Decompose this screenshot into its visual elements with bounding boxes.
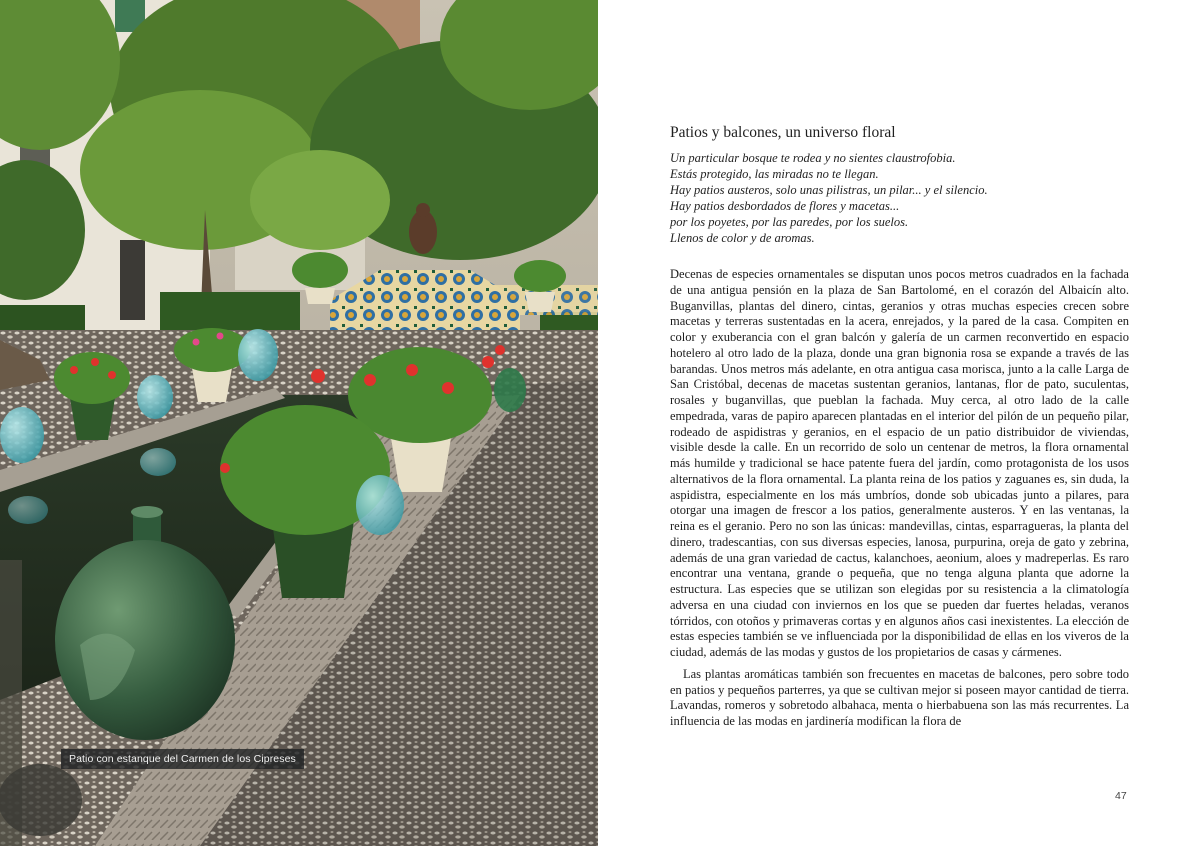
photo-caption: Patio con estanque del Carmen de los Cipreses <box>61 749 304 769</box>
body-text <box>670 267 1129 730</box>
patio-photo <box>0 0 598 846</box>
poem-line: Hay patios desbordados de flores y macetas... <box>670 199 900 214</box>
text-page <box>598 0 1199 846</box>
poem-block <box>670 150 1140 247</box>
paragraph: Las plantas aromáticas también son frecuentes en macetas de balcones, pero sobre todo en patios y pequeños parterres, ya que se cultivan mejor si poseen mayor cantidad de tierra. Lavandas, romeros y sobretodo albahaca, menta o hierbabuena son las más recurrentes. La influencia de las modas en jardinería modifican la flora de <box>670 666 1129 728</box>
poem-line: por los poyetes, por las paredes, por los suelos. <box>670 215 909 230</box>
patio-illustration <box>0 0 598 846</box>
poem-line: Llenos de color y de aromas. <box>670 231 815 246</box>
section-heading: Patios y balcones, un universo floral <box>670 124 896 141</box>
poem-line: Un particular bosque te rodea y no sientes claustrofobia. <box>670 151 956 165</box>
poem-line: Estás protegido, las miradas no te llegan. <box>670 167 879 182</box>
poem-line: Hay patios austeros, solo unas pilistras, un pilar... y el silencio. <box>670 183 988 198</box>
page-number: 47 <box>1115 790 1127 802</box>
paragraph: Decenas de especies ornamentales se disputan unos pocos metros cuadrados en la fachada de una antigua pensión en la plaza de San Bartolomé, en el corazón del Albaicín alto. Buganvillas, plantas del dinero, cintas, geranios y otras muchas especies crecen sobre macetas y terreras sustentadas en la acera, enrejados, y la pared de la casa. Compiten en color y exuberancia con el gran balcón y galería de un carmen reconvertido en espacio hotelero al otro lado de la plaza, donde una gran bignonia rosa se expande a través de las barandas. Unos metros más adelante, en otra antigua casa morisca, junto a la calle Larga de San Cristóbal, decenas de macetas sustentan geranios, lantanas, flor de pato, suculentas, rosales y buganvillas, que pueblan la fachada. Muy cerca, al otro lado de la calle empedrada, varas de papiro aparecen plantadas en el interior del pilón de un pequeño pilar, rodeado de aspidistras y geranios, en el espacio de un patio distribuidor de viviendas, visible desde la calle. En un recorrido de solo un centenar de metros, la flora ornamental más humilde y tradicional se hace patente fuera del jardín, como protagonista de los usos alternativos de la flora ornamental. La planta reina de los patios y zaguanes es, sin duda, la aspidistra, especialmente en los más umbríos, donde sob ubicadas junto a pilares, para otorgar una imagen de frescor a los patios, generalmente austeros. Y en las ventanas, la reina es el geranio. Pero no son las únicas: mandevillas, cintas, esparragueras, la planta del dinero, tradescantias, con sus diversas especies, lanosa, purpurina, oreja de gato y zebrina, además de una gran variedad de cactus, kalanchoes, aeonium, aloes y madreperlas. Es raro encontrar una ventana, grande o pequeña, que no tenga alguna planta que adorne la estructura. Las especies que se utilizan son elegidas por su resistencia a la climatología adversa en una ciudad con inviernos en los que se pueden dar fuertes heladas, veranos tórridos, con otoños y primaveras cortas y en algunos años casi inexistentes. La elección de estas especies también se ve influenciada por la disponibilidad de ellas en los viveros de la ciudad, además de las modas y gustos de los propietarios de casas y cármenes. <box>670 267 1129 659</box>
